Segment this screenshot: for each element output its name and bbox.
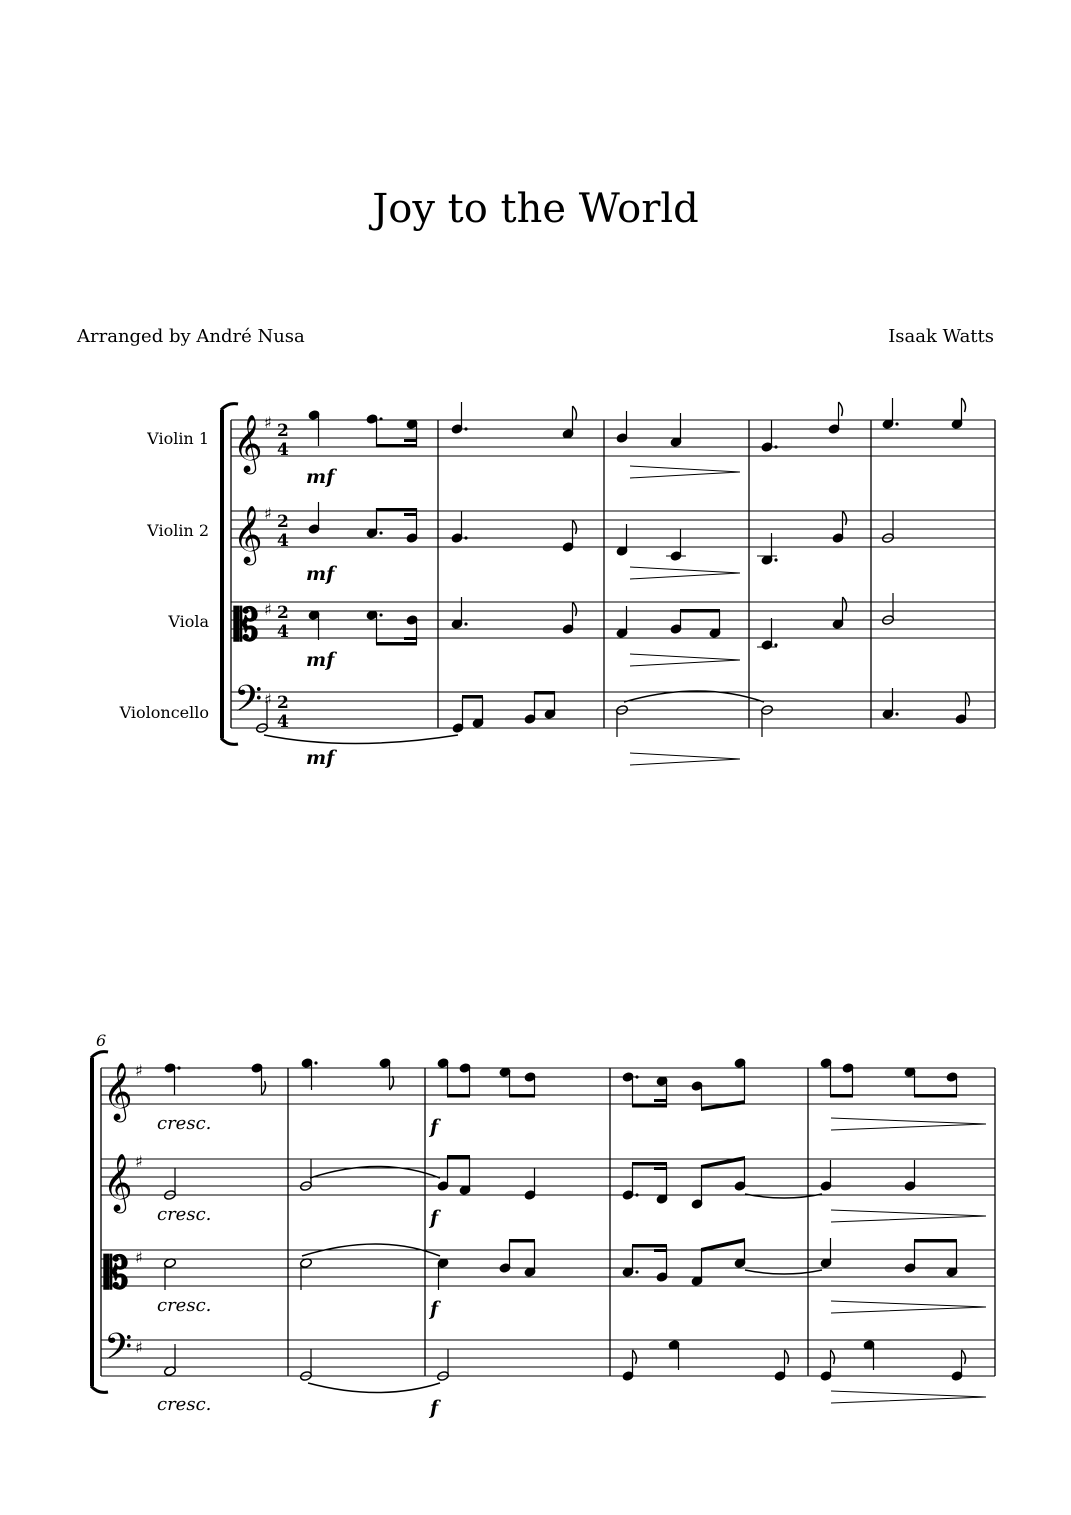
staff-lines-system-2 <box>101 1068 995 1376</box>
violoncello-notes-system-1 <box>256 688 970 744</box>
decrescendo-hairpin <box>630 753 740 765</box>
time-sig-bottom: 4 <box>277 712 289 732</box>
sharp-icon: ♯ <box>264 600 272 619</box>
treble-clef-icon: 𝄞 <box>103 1062 133 1120</box>
instrument-label-violoncello: Violoncello <box>119 703 209 722</box>
system-2 <box>90 1031 995 1419</box>
time-sig-bottom: 4 <box>277 622 289 642</box>
system-1 <box>119 398 995 769</box>
treble-clef-icon: 𝄞 <box>233 414 263 472</box>
decrescendo-hairpin <box>831 1301 986 1313</box>
composer-credit: Isaak Watts <box>888 326 994 347</box>
dynamic-mf: mf <box>306 466 335 488</box>
decrescendo-hairpin <box>630 466 740 478</box>
time-sig-top: 2 <box>277 693 289 713</box>
time-sig-top: 2 <box>277 603 289 623</box>
instrument-label-violin-2: Violin 2 <box>147 521 209 540</box>
sharp-icon: ♯ <box>135 1061 143 1080</box>
cresc-marking: cresc. <box>157 1204 212 1225</box>
treble-clef-icon: 𝄞 <box>233 505 263 563</box>
sharp-icon: ♯ <box>264 504 272 523</box>
dynamic-f: f <box>430 1116 439 1138</box>
dynamic-mf: mf <box>306 747 335 769</box>
decrescendo-hairpin <box>630 567 740 579</box>
time-sig-top: 2 <box>277 512 289 532</box>
bass-clef-icon: 𝄢 <box>104 1326 133 1377</box>
instrument-label-violin-1: Violin 1 <box>147 429 209 448</box>
sharp-icon: ♯ <box>135 1248 143 1267</box>
violin-1-notes-system-1 <box>308 398 965 452</box>
sharp-icon: ♯ <box>135 1152 143 1171</box>
violin-2-notes-system-2 <box>164 1155 916 1209</box>
cresc-marking: cresc. <box>157 1113 212 1134</box>
cresc-marking: cresc. <box>157 1394 212 1415</box>
viola-notes-system-2 <box>164 1238 958 1290</box>
sharp-icon: ♯ <box>264 690 272 709</box>
score-title: Joy to the World <box>372 186 699 232</box>
time-sig-bottom: 4 <box>277 531 289 551</box>
alto-clef-icon: 𝄡 <box>234 600 259 651</box>
time-sig-bottom: 4 <box>277 440 289 460</box>
time-sig-top: 2 <box>277 421 289 441</box>
violin-1-notes-system-2 <box>164 1058 958 1111</box>
barlines-system-2 <box>288 1068 995 1376</box>
dynamic-f: f <box>430 1397 439 1419</box>
decrescendo-hairpin <box>831 1210 986 1222</box>
instrument-label-viola: Viola <box>168 612 209 631</box>
bass-clef-icon: 𝄢 <box>234 678 263 729</box>
dynamic-f: f <box>430 1298 439 1320</box>
violoncello-notes-system-2 <box>164 1340 966 1393</box>
alto-clef-icon: 𝄡 <box>104 1248 129 1299</box>
arranger-credit: Arranged by André Nusa <box>77 326 305 347</box>
decrescendo-hairpin <box>831 1118 986 1130</box>
measure-number: 6 <box>96 1031 107 1050</box>
dynamic-mf: mf <box>306 649 335 671</box>
dynamic-f: f <box>430 1207 439 1229</box>
sharp-icon: ♯ <box>135 1338 143 1357</box>
sharp-icon: ♯ <box>264 413 272 432</box>
dynamic-mf: mf <box>306 563 335 585</box>
cresc-marking: cresc. <box>157 1295 212 1316</box>
staff-lines-system-1 <box>231 420 995 728</box>
decrescendo-hairpin <box>630 654 740 666</box>
treble-clef-icon: 𝄞 <box>103 1153 133 1211</box>
decrescendo-hairpin <box>831 1391 986 1403</box>
